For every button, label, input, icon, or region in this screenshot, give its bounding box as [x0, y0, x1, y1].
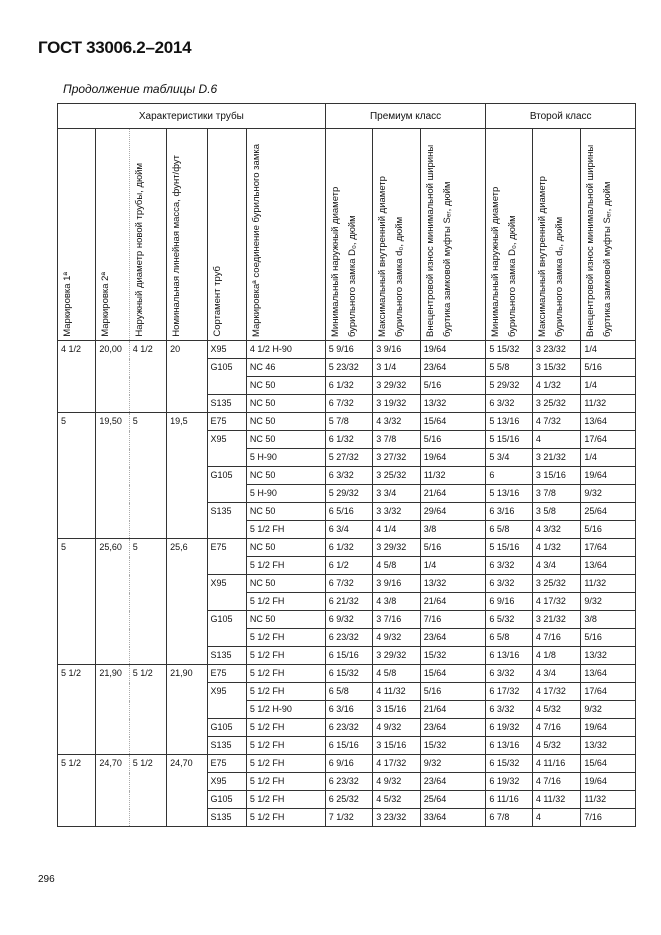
second-max-id-cell: 4 17/32 [532, 683, 580, 701]
connection-cell: 5 1/2 FH [246, 737, 325, 755]
connection-cell: NC 50 [246, 503, 325, 521]
premium-max-id-cell: 4 9/32 [373, 773, 420, 791]
grade-cell: G105 [207, 611, 246, 647]
grade-cell: G105 [207, 791, 246, 809]
second-wear-cell: 17/64 [581, 683, 636, 701]
outer-diameter-cell: 5 [129, 413, 166, 539]
second-min-od-cell: 5 29/32 [486, 377, 532, 395]
second-min-od-cell: 6 3/32 [486, 701, 532, 719]
second-wear-cell: 17/64 [581, 431, 636, 449]
second-max-id-cell: 4 7/16 [532, 773, 580, 791]
linear-mass-cell: 24,70 [167, 755, 207, 827]
premium-max-id-cell: 4 11/32 [373, 683, 420, 701]
second-min-od-cell: 6 [486, 467, 532, 485]
table-row [58, 539, 636, 557]
premium-min-od-cell: 6 9/32 [325, 611, 372, 629]
premium-max-id-cell: 3 7/8 [373, 431, 420, 449]
table-row [58, 341, 636, 359]
marking-2-cell: 19,50 [96, 413, 129, 539]
second-max-id-cell: 4 7/16 [532, 629, 580, 647]
premium-min-od-cell: 6 9/16 [325, 755, 372, 773]
column-header [129, 129, 166, 341]
premium-wear-cell: 23/64 [420, 629, 486, 647]
second-min-od-cell: 5 13/16 [486, 413, 532, 431]
second-wear-cell: 5/16 [581, 629, 636, 647]
marking-2-cell: 24,70 [96, 755, 129, 827]
second-max-id-cell: 4 1/32 [532, 539, 580, 557]
column-header [167, 129, 207, 341]
marking-2-cell: 20,00 [96, 341, 129, 413]
column-header-label: Наружный диаметр новой трубы, дюйм [133, 163, 145, 337]
premium-wear-cell: 1/4 [420, 557, 486, 575]
marking-1-cell: 5 [58, 539, 96, 665]
second-wear-cell: 19/64 [581, 719, 636, 737]
premium-max-id-cell: 3 15/16 [373, 737, 420, 755]
second-min-od-cell: 6 15/32 [486, 755, 532, 773]
premium-wear-cell: 33/64 [420, 809, 486, 827]
grade-cell: G105 [207, 719, 246, 737]
second-max-id-cell: 3 21/32 [532, 611, 580, 629]
second-wear-cell: 9/32 [581, 485, 636, 503]
second-wear-cell: 3/8 [581, 611, 636, 629]
premium-wear-cell: 21/64 [420, 485, 486, 503]
column-header [420, 129, 486, 341]
second-max-id-cell: 3 15/16 [532, 467, 580, 485]
second-min-od-cell: 6 13/16 [486, 647, 532, 665]
second-wear-cell: 7/16 [581, 809, 636, 827]
premium-wear-cell: 29/64 [420, 503, 486, 521]
second-wear-cell: 11/32 [581, 791, 636, 809]
premium-min-od-cell: 6 1/32 [325, 539, 372, 557]
column-header [207, 129, 246, 341]
second-wear-cell: 5/16 [581, 521, 636, 539]
column-header-label: Максимальный внутренний диаметр бурильного замка d₀, дюйм [377, 176, 406, 337]
table-row [58, 755, 636, 773]
premium-wear-cell: 15/32 [420, 647, 486, 665]
table-row [58, 413, 636, 431]
second-min-od-cell: 5 3/4 [486, 449, 532, 467]
second-min-od-cell: 6 5/8 [486, 521, 532, 539]
premium-wear-cell: 11/32 [420, 467, 486, 485]
grade-cell: S135 [207, 503, 246, 539]
second-min-od-cell: 5 15/16 [486, 539, 532, 557]
marking-1-cell: 4 1/2 [58, 341, 96, 413]
premium-wear-cell: 5/16 [420, 431, 486, 449]
premium-max-id-cell: 4 5/8 [373, 557, 420, 575]
premium-min-od-cell: 6 1/32 [325, 377, 372, 395]
second-max-id-cell: 4 3/4 [532, 557, 580, 575]
outer-diameter-cell: 5 1/2 [129, 755, 166, 827]
premium-min-od-cell: 6 3/16 [325, 701, 372, 719]
premium-max-id-cell: 3 29/32 [373, 539, 420, 557]
second-min-od-cell: 6 3/32 [486, 395, 532, 413]
second-wear-cell: 19/64 [581, 467, 636, 485]
second-max-id-cell: 3 21/32 [532, 449, 580, 467]
table-row [58, 665, 636, 683]
premium-max-id-cell: 4 9/32 [373, 629, 420, 647]
premium-wear-cell: 21/64 [420, 701, 486, 719]
linear-mass-cell: 25,6 [167, 539, 207, 665]
premium-min-od-cell: 6 3/4 [325, 521, 372, 539]
grade-cell: X95 [207, 683, 246, 719]
premium-wear-cell: 15/64 [420, 665, 486, 683]
connection-cell: 5 1/2 H-90 [246, 701, 325, 719]
connection-cell: 5 1/2 FH [246, 791, 325, 809]
second-max-id-cell: 4 7/32 [532, 413, 580, 431]
second-min-od-cell: 5 13/16 [486, 485, 532, 503]
second-max-id-cell: 4 1/32 [532, 377, 580, 395]
second-max-id-cell: 4 [532, 809, 580, 827]
column-header [246, 129, 325, 341]
second-max-id-cell: 3 25/32 [532, 395, 580, 413]
group-header-second: Второй класс [486, 104, 636, 129]
premium-wear-cell: 23/64 [420, 773, 486, 791]
column-header [325, 129, 372, 341]
group-header-pipe: Характеристики трубы [58, 104, 326, 129]
column-header-label: Маркировкаª соединение бурильного замка [250, 143, 262, 337]
premium-wear-cell: 7/16 [420, 611, 486, 629]
grade-cell: S135 [207, 737, 246, 755]
column-header-label: Маркировка 1ª [62, 272, 73, 337]
second-max-id-cell: 3 23/32 [532, 341, 580, 359]
linear-mass-cell: 20 [167, 341, 207, 413]
grade-cell: S135 [207, 395, 246, 413]
column-header [96, 129, 129, 341]
premium-wear-cell: 13/32 [420, 395, 486, 413]
premium-wear-cell: 3/8 [420, 521, 486, 539]
premium-wear-cell: 25/64 [420, 791, 486, 809]
premium-max-id-cell: 3 29/32 [373, 377, 420, 395]
premium-min-od-cell: 6 15/16 [325, 647, 372, 665]
premium-min-od-cell: 6 15/16 [325, 737, 372, 755]
premium-max-id-cell: 3 27/32 [373, 449, 420, 467]
premium-min-od-cell: 7 1/32 [325, 809, 372, 827]
marking-1-cell: 5 [58, 413, 96, 539]
premium-max-id-cell: 4 5/32 [373, 791, 420, 809]
premium-max-id-cell: 3 7/16 [373, 611, 420, 629]
premium-max-id-cell: 4 9/32 [373, 719, 420, 737]
grade-cell: S135 [207, 647, 246, 665]
connection-cell: 5 1/2 FH [246, 719, 325, 737]
column-header-label: Сортамент труб [211, 266, 223, 337]
connection-cell: 5 1/2 FH [246, 755, 325, 773]
premium-min-od-cell: 6 25/32 [325, 791, 372, 809]
connection-cell: 4 1/2 H-90 [246, 341, 325, 359]
second-wear-cell: 11/32 [581, 395, 636, 413]
premium-max-id-cell: 4 3/32 [373, 413, 420, 431]
second-wear-cell: 13/32 [581, 737, 636, 755]
marking-1-cell: 5 1/2 [58, 665, 96, 755]
column-header-label: Внецентровой износ минимальной ширины буртика замковой муфты Sₑᵣ, дюйм [424, 144, 453, 337]
connection-cell: 5 1/2 FH [246, 521, 325, 539]
second-wear-cell: 13/64 [581, 557, 636, 575]
column-header-label: Максимальный внутренний диаметр бурильного замка d₀, дюйм [536, 176, 565, 337]
premium-min-od-cell: 6 1/32 [325, 431, 372, 449]
connection-cell: NC 50 [246, 395, 325, 413]
premium-min-od-cell: 6 1/2 [325, 557, 372, 575]
second-max-id-cell: 4 17/32 [532, 593, 580, 611]
second-min-od-cell: 6 17/32 [486, 683, 532, 701]
premium-max-id-cell: 4 5/8 [373, 665, 420, 683]
premium-min-od-cell: 5 29/32 [325, 485, 372, 503]
connection-cell: NC 50 [246, 575, 325, 593]
second-min-od-cell: 6 7/8 [486, 809, 532, 827]
grade-cell: X95 [207, 341, 246, 359]
premium-max-id-cell: 3 23/32 [373, 809, 420, 827]
second-wear-cell: 9/32 [581, 701, 636, 719]
premium-max-id-cell: 3 29/32 [373, 647, 420, 665]
marking-1-cell: 5 1/2 [58, 755, 96, 827]
column-header-label: Внецентровой износ минимальной ширины буртика замковой муфты Sₑᵣ, дюйм [585, 144, 614, 337]
premium-wear-cell: 9/32 [420, 755, 486, 773]
column-header-label: Минимальный наружный диаметр бурильного замка D₀, дюйм [329, 186, 358, 337]
marking-2-cell: 25,60 [96, 539, 129, 665]
second-wear-cell: 25/64 [581, 503, 636, 521]
connection-cell: 5 1/2 FH [246, 665, 325, 683]
premium-max-id-cell: 3 3/32 [373, 503, 420, 521]
premium-max-id-cell: 3 15/16 [373, 701, 420, 719]
premium-wear-cell: 19/64 [420, 341, 486, 359]
premium-wear-cell: 23/64 [420, 359, 486, 377]
premium-max-id-cell: 3 25/32 [373, 467, 420, 485]
premium-min-od-cell: 6 5/16 [325, 503, 372, 521]
premium-min-od-cell: 6 21/32 [325, 593, 372, 611]
second-max-id-cell: 4 11/16 [532, 755, 580, 773]
grade-cell: S135 [207, 809, 246, 827]
premium-min-od-cell: 5 7/8 [325, 413, 372, 431]
second-wear-cell: 13/32 [581, 647, 636, 665]
second-max-id-cell: 4 11/32 [532, 791, 580, 809]
second-min-od-cell: 6 3/16 [486, 503, 532, 521]
second-wear-cell: 13/64 [581, 665, 636, 683]
connection-cell: NC 50 [246, 467, 325, 485]
second-wear-cell: 5/16 [581, 359, 636, 377]
connection-cell: 5 H-90 [246, 485, 325, 503]
premium-wear-cell: 13/32 [420, 575, 486, 593]
second-max-id-cell: 4 5/32 [532, 701, 580, 719]
marking-2-cell: 21,90 [96, 665, 129, 755]
outer-diameter-cell: 5 1/2 [129, 665, 166, 755]
premium-min-od-cell: 5 9/16 [325, 341, 372, 359]
connection-cell: 5 1/2 FH [246, 629, 325, 647]
column-header [373, 129, 420, 341]
second-min-od-cell: 6 9/16 [486, 593, 532, 611]
second-wear-cell: 19/64 [581, 773, 636, 791]
second-max-id-cell: 3 25/32 [532, 575, 580, 593]
second-wear-cell: 11/32 [581, 575, 636, 593]
premium-min-od-cell: 6 23/32 [325, 719, 372, 737]
second-min-od-cell: 6 3/32 [486, 665, 532, 683]
second-wear-cell: 13/64 [581, 413, 636, 431]
second-max-id-cell: 4 [532, 431, 580, 449]
column-header [532, 129, 580, 341]
premium-max-id-cell: 4 17/32 [373, 755, 420, 773]
column-header-label: Минимальный наружный диаметр бурильного замка D₀, дюйм [490, 186, 519, 337]
column-header [486, 129, 532, 341]
premium-wear-cell: 5/16 [420, 539, 486, 557]
second-wear-cell: 1/4 [581, 449, 636, 467]
grade-cell: E75 [207, 413, 246, 431]
second-min-od-cell: 6 19/32 [486, 719, 532, 737]
column-header [58, 129, 96, 341]
second-max-id-cell: 4 7/16 [532, 719, 580, 737]
grade-cell: X95 [207, 431, 246, 467]
grade-cell: G105 [207, 467, 246, 503]
premium-wear-cell: 19/64 [420, 449, 486, 467]
connection-cell: NC 46 [246, 359, 325, 377]
connection-cell: 5 1/2 FH [246, 647, 325, 665]
group-header-premium: Премиум класс [325, 104, 486, 129]
second-max-id-cell: 3 5/8 [532, 503, 580, 521]
connection-cell: 5 1/2 FH [246, 683, 325, 701]
premium-min-od-cell: 6 15/32 [325, 665, 372, 683]
connection-cell: 5 1/2 FH [246, 593, 325, 611]
premium-wear-cell: 21/64 [420, 593, 486, 611]
premium-min-od-cell: 6 7/32 [325, 575, 372, 593]
second-wear-cell: 17/64 [581, 539, 636, 557]
premium-min-od-cell: 6 3/32 [325, 467, 372, 485]
page-number: 296 [38, 874, 55, 885]
grade-cell: E75 [207, 539, 246, 575]
premium-wear-cell: 5/16 [420, 377, 486, 395]
grade-cell: X95 [207, 575, 246, 611]
grade-cell: G105 [207, 359, 246, 395]
premium-max-id-cell: 3 19/32 [373, 395, 420, 413]
connection-cell: NC 50 [246, 611, 325, 629]
premium-wear-cell: 15/32 [420, 737, 486, 755]
second-wear-cell: 15/64 [581, 755, 636, 773]
premium-min-od-cell: 6 23/32 [325, 629, 372, 647]
second-max-id-cell: 4 1/8 [532, 647, 580, 665]
second-wear-cell: 9/32 [581, 593, 636, 611]
premium-max-id-cell: 3 9/16 [373, 575, 420, 593]
second-min-od-cell: 6 13/16 [486, 737, 532, 755]
premium-min-od-cell: 6 5/8 [325, 683, 372, 701]
connection-cell: NC 50 [246, 377, 325, 395]
table-caption: Продолжение таблицы D.6 [63, 82, 218, 96]
second-min-od-cell: 6 11/16 [486, 791, 532, 809]
column-header [581, 129, 636, 341]
second-wear-cell: 1/4 [581, 377, 636, 395]
grade-cell: E75 [207, 755, 246, 773]
grade-cell: X95 [207, 773, 246, 791]
premium-min-od-cell: 5 23/32 [325, 359, 372, 377]
second-min-od-cell: 6 5/8 [486, 629, 532, 647]
connection-cell: 5 1/2 FH [246, 773, 325, 791]
connection-cell: NC 50 [246, 539, 325, 557]
premium-max-id-cell: 3 1/4 [373, 359, 420, 377]
premium-wear-cell: 15/64 [420, 413, 486, 431]
second-min-od-cell: 6 5/32 [486, 611, 532, 629]
second-min-od-cell: 5 15/16 [486, 431, 532, 449]
connection-cell: 5 H-90 [246, 449, 325, 467]
document-title: ГОСТ 33006.2–2014 [38, 38, 192, 57]
premium-wear-cell: 5/16 [420, 683, 486, 701]
second-max-id-cell: 4 3/32 [532, 521, 580, 539]
premium-max-id-cell: 3 3/4 [373, 485, 420, 503]
grade-cell: E75 [207, 665, 246, 683]
second-min-od-cell: 5 15/32 [486, 341, 532, 359]
connection-cell: NC 50 [246, 431, 325, 449]
connection-cell: 5 1/2 FH [246, 809, 325, 827]
premium-max-id-cell: 4 1/4 [373, 521, 420, 539]
column-header-label: Номинальная линейная масса, фунт/фут [171, 155, 183, 337]
connection-cell: NC 50 [246, 413, 325, 431]
outer-diameter-cell: 4 1/2 [129, 341, 166, 413]
second-max-id-cell: 3 7/8 [532, 485, 580, 503]
second-max-id-cell: 4 3/4 [532, 665, 580, 683]
second-min-od-cell: 5 5/8 [486, 359, 532, 377]
linear-mass-cell: 21,90 [167, 665, 207, 755]
premium-min-od-cell: 6 23/32 [325, 773, 372, 791]
second-wear-cell: 1/4 [581, 341, 636, 359]
second-min-od-cell: 6 19/32 [486, 773, 532, 791]
premium-max-id-cell: 4 3/8 [373, 593, 420, 611]
second-max-id-cell: 3 15/32 [532, 359, 580, 377]
second-min-od-cell: 6 3/32 [486, 575, 532, 593]
second-max-id-cell: 4 5/32 [532, 737, 580, 755]
drill-pipe-table [57, 103, 636, 827]
premium-max-id-cell: 3 9/16 [373, 341, 420, 359]
connection-cell: 5 1/2 FH [246, 557, 325, 575]
linear-mass-cell: 19,5 [167, 413, 207, 539]
second-min-od-cell: 6 3/32 [486, 557, 532, 575]
premium-min-od-cell: 5 27/32 [325, 449, 372, 467]
outer-diameter-cell: 5 [129, 539, 166, 665]
premium-min-od-cell: 6 7/32 [325, 395, 372, 413]
column-header-label: Маркировка 2ª [100, 272, 112, 337]
premium-wear-cell: 23/64 [420, 719, 486, 737]
